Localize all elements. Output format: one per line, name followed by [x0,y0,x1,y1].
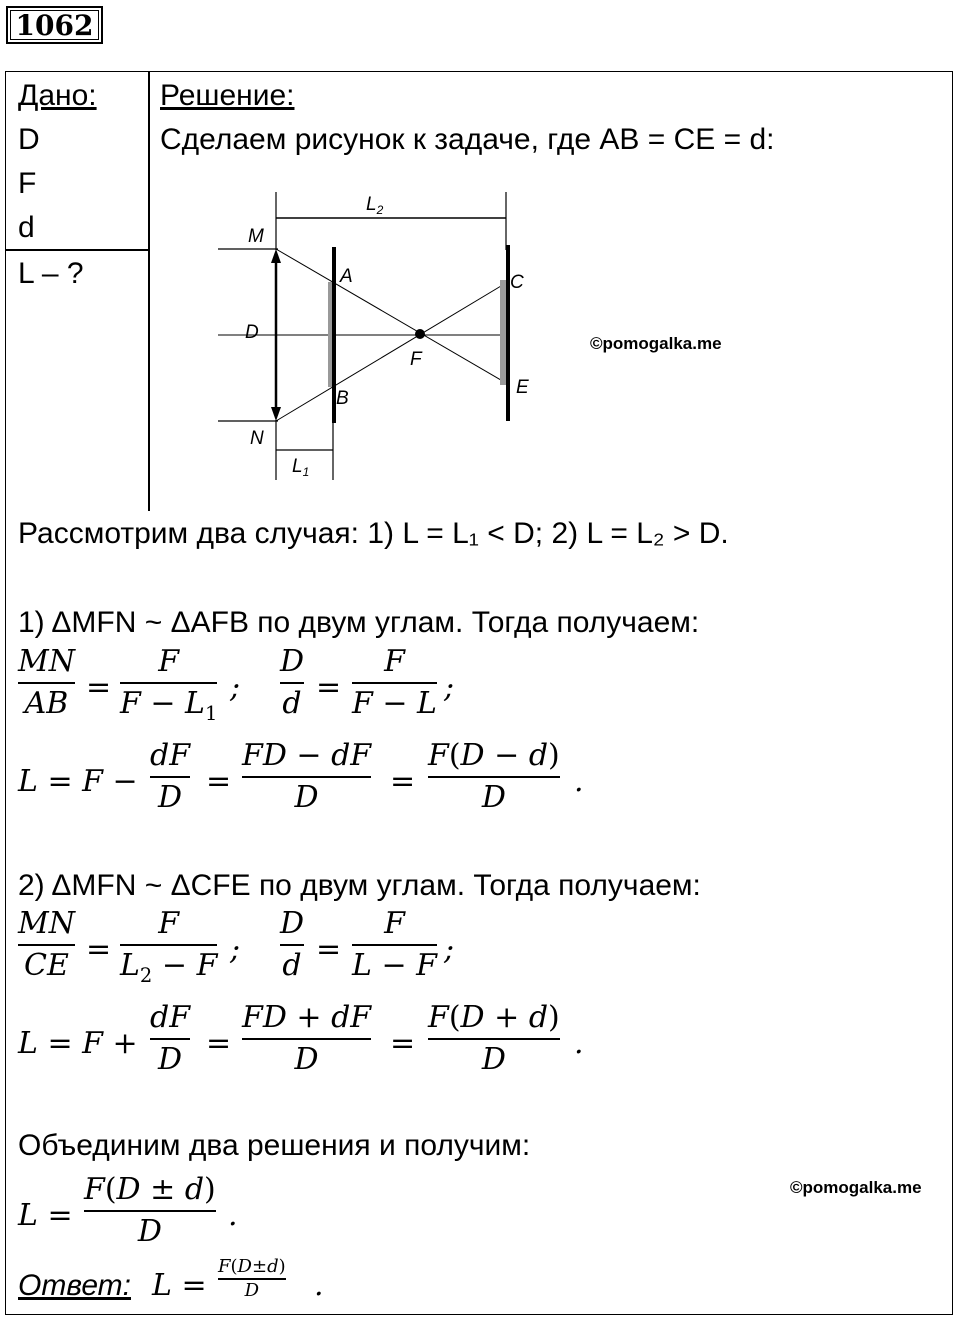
label-D: D [245,322,259,343]
optics-diagram [210,185,550,490]
label-F: F [410,349,422,370]
fraction: F F − L [352,644,437,721]
fraction: dF D [150,738,191,815]
fraction: F(D ± d) D [84,1172,216,1249]
fraction: MN CE [18,906,75,983]
case1-text: 1) ΔMFN ~ ΔAFB по двум углам. Тогда получаем: [18,606,700,639]
answer-label: Ответ: [18,1269,131,1302]
fraction: F $F - L_1$ [120,644,218,725]
fraction: D d [280,644,305,721]
fraction: D d [280,906,305,983]
label-L2: L [366,194,377,215]
fraction: F $L_2 - F$ [120,906,218,987]
label-B: B [336,388,349,409]
watermark: ©pomogalka.me [590,334,722,353]
fraction: dF D [150,1000,191,1077]
combine-text: Объединим два решения и получим: [18,1129,531,1162]
solution-header: Решение: [160,79,295,112]
fraction: F(D − d) D [428,738,560,815]
given-divider [148,71,150,511]
label-L2-sub: 2 [376,203,384,217]
given-header: Дано: [18,79,97,112]
problem-number: 1062 [6,6,103,44]
svg-text:L1 [292,456,309,479]
watermark: ©pomogalka.me [790,1178,922,1197]
label-L1: L [292,456,303,477]
label-A: A [340,266,353,287]
fraction: F L − F [352,906,437,983]
solution-intro: Сделаем рисунок к задаче, где AB = CE = d: [160,123,775,156]
svg-text:L2 [366,194,384,217]
cases-text: Рассмотрим два случая: 1) L = L₁ < D; 2) L = L₂ > D. [18,517,729,550]
label-L1-sub: 1 [302,465,310,479]
fraction: FD − dF D [242,738,372,815]
case2-text: 2) ΔMFN ~ ΔCFE по двум углам. Тогда получаем: [18,869,701,902]
given-item: D [18,123,40,156]
label-C: C [510,272,524,293]
given-item: d [18,211,35,244]
fraction: MN AB [18,644,75,721]
label-M: M [248,226,264,247]
label-E: E [516,377,529,398]
find-item: L – ? [18,257,84,290]
label-N: N [250,428,264,449]
given-item: F [18,167,37,200]
fraction: F(D + d) D [428,1000,560,1077]
given-find-divider [5,249,149,251]
fraction: F(D±d) D [218,1256,286,1301]
fraction: FD + dF D [242,1000,372,1077]
